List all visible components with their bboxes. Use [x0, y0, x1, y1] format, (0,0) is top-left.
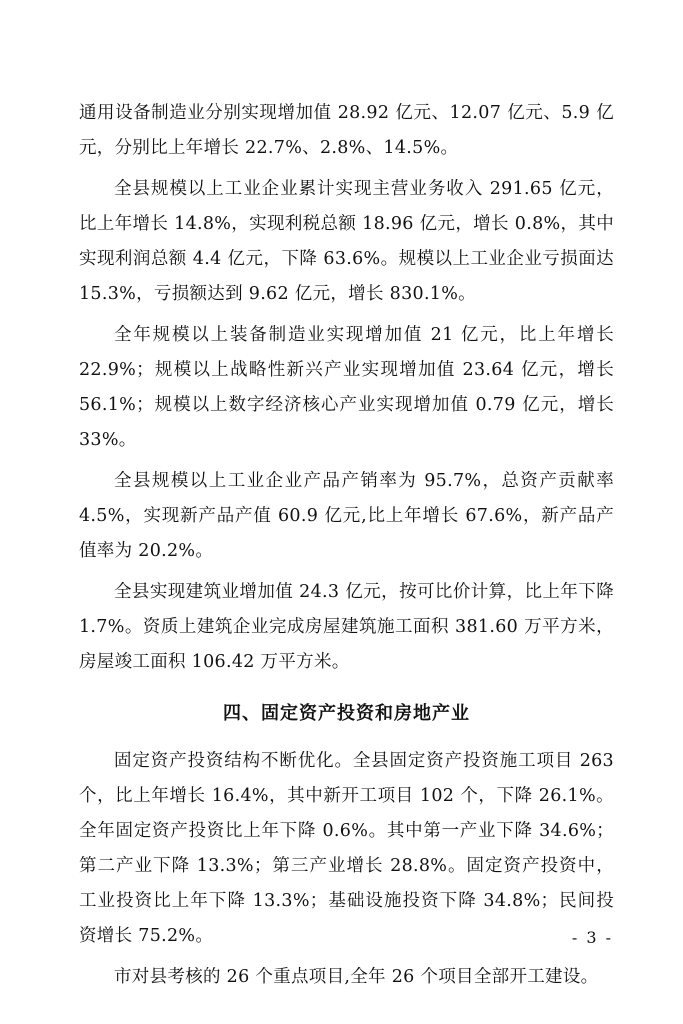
paragraph-production-sales-rate: 全县规模以上工业企业产品产销率为 95.7%，总资产贡献率 4.5%，实现新产品产值 60.9 亿元,比上年增长 67.6%，新产品产值率为 20.2%。 [79, 471, 614, 561]
paragraph-continuation: 通用设备制造业分别实现增加值 28.92 亿元、12.07 亿元、5.9 亿元，分别比上年增长 22.7%、2.8%、14.5%。 [79, 103, 614, 158]
page-number: - 3 - [571, 928, 613, 947]
paragraph-fixed-asset-investment: 固定资产投资结构不断优化。全县固定资产投资施工项目 263 个，比上年增长 16.4%，其中新开工项目 102 个，下降 26.1%。全年固定资产投资比上年下降 0.6%。其中第一产业下降 34.6%；第二产业下降 13.3%；第三产业增长 28.8%。固定资产投资中，工业投资比上年下降 13.3%；基础设施投资下降 34.8%；民间投资增长 75.2%。 [79, 751, 614, 946]
paragraph-construction: 全县实现建筑业增加值 24.3 亿元，按可比价计算，比上年下降 1.7%。资质上建筑企业完成房屋建筑施工面积 381.60 万平方米，房屋竣工面积 106.42 万平方米。 [79, 582, 614, 672]
document-body [79, 96, 614, 995]
paragraph-main-business-revenue: 全县规模以上工业企业累计实现主营业务收入 291.65 亿元，比上年增长 14.8%，实现利税总额 18.96 亿元，增长 0.8%，其中实现利润总额 4.4 亿元，下降 63.6%。规模以上工业企业亏损面达 15.3%，亏损额达到 9.62 亿元，增长 830.1%。 [79, 179, 614, 304]
section-heading: 四、固定资产投资和房地产业 [223, 703, 470, 724]
paragraph-equipment-manufacturing: 全年规模以上装备制造业实现增加值 21 亿元，比上年增长 22.9%；规模以上战略性新兴产业实现增加值 23.64 亿元，增长 56.1%；规模以上数字经济核心产业实现增加值 0.79 亿元，增长 33%。 [79, 325, 614, 450]
paragraph-key-projects: 市对县考核的 26 个重点项目,全年 26 个项目全部开工建设。 [114, 967, 599, 987]
